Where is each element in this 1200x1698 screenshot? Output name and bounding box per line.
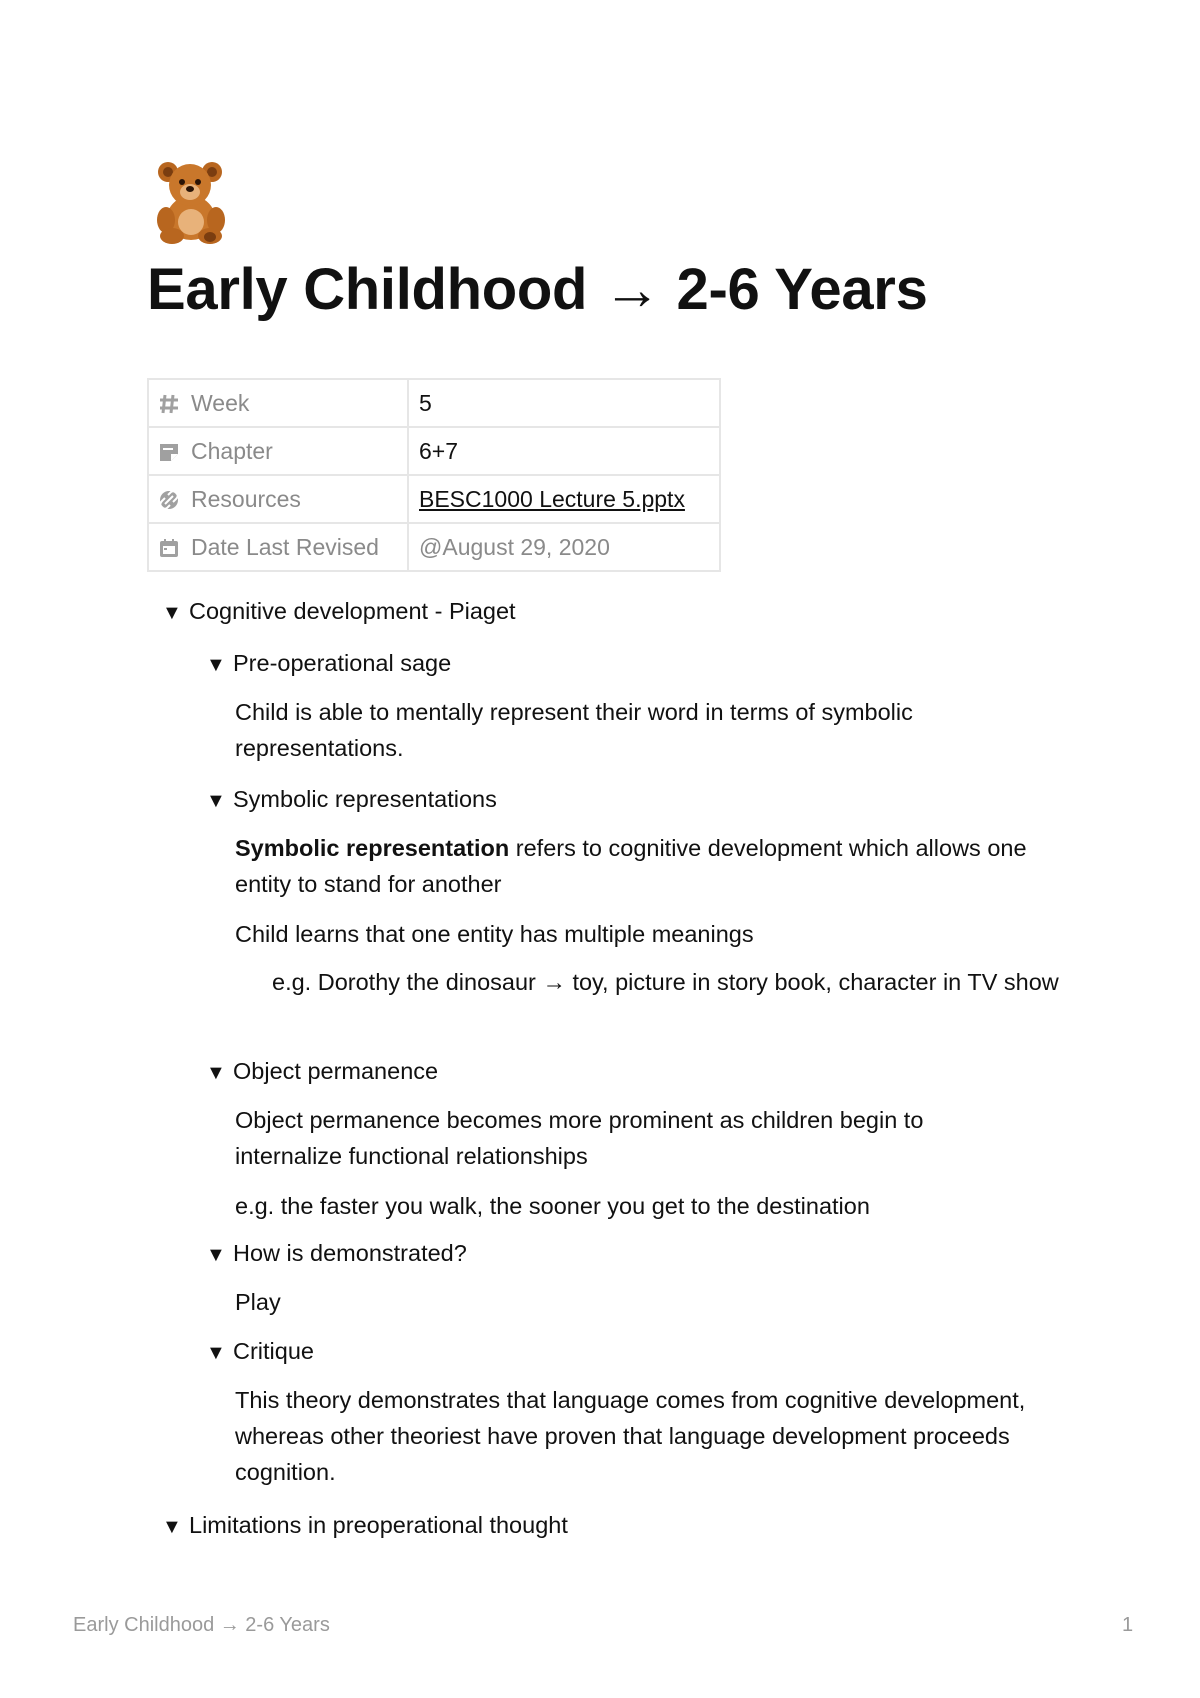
paragraph: This theory demonstrates that language comes from cognitive development, whereas other theoriest have proven that language development proceeds cognition. [235,1387,1026,1485]
calendar-icon [159,538,181,558]
property-value-chapter[interactable]: 6+7 [408,427,720,475]
page-title: Early Childhood → 2-6 Years [147,257,928,322]
paragraph: Child is able to mentally represent their word in terms of symbolic representations. [235,699,913,761]
property-key-cell [148,379,408,427]
property-key-cell [148,475,408,523]
triangle-down-icon[interactable]: ▼ [206,1244,226,1266]
property-key-cell [148,427,408,475]
toggle-symbolic-representations[interactable] [206,786,497,813]
property-row-chapter [148,427,720,475]
resource-file-link[interactable]: BESC1000 Lecture 5.pptx [419,485,685,512]
triangle-down-icon[interactable]: ▼ [206,654,226,676]
toggle-label: Object permanence [233,1058,439,1084]
toggle-how-demonstrated[interactable] [206,1240,467,1267]
property-label: Chapter [191,437,273,464]
toggle-label: Limitations in preoperational thought [189,1512,568,1538]
link-icon [159,490,181,510]
toggle-label: Pre-operational sage [233,650,452,676]
triangle-down-icon[interactable]: ▼ [162,1516,182,1538]
bold-term: Symbolic representation [235,835,510,861]
property-label: Week [191,389,250,416]
paragraph: Play [235,1289,281,1315]
footer-title: Early Childhood → 2-6 Years [73,1614,330,1636]
toggle-limitations[interactable] [162,1512,568,1539]
triangle-down-icon[interactable]: ▼ [206,790,226,812]
paragraph-text: refers to cognitive development which allows one entity to stand for another [235,835,1027,897]
teddy-bear-icon [154,160,228,244]
property-value-date[interactable]: @August 29, 2020 [408,523,720,571]
property-key-cell [148,523,408,571]
page-number: 1 [1122,1614,1134,1636]
property-value-resources [408,475,720,523]
property-row-date [148,523,720,571]
toggle-object-permanence[interactable] [206,1058,438,1085]
hash-icon [159,394,181,414]
properties-table [147,378,721,572]
example-paragraph: e.g. Dorothy the dinosaur → toy, picture in story book, character in TV show [272,969,1059,995]
triangle-down-icon[interactable]: ▼ [206,1062,226,1084]
paragraph: Object permanence becomes more prominent as children begin to internalize functional relationships [235,1107,924,1169]
triangle-down-icon[interactable]: ▼ [162,602,182,624]
toggle-preoperational-stage[interactable] [206,650,451,677]
property-label: Date Last Revised [191,533,379,560]
paragraph [235,830,1075,902]
property-row-week [148,379,720,427]
toggle-label: Cognitive development - Piaget [189,598,516,624]
toggle-label: How is demonstrated? [233,1240,467,1266]
toggle-label: Symbolic representations [233,786,497,812]
property-row-resources [148,475,720,523]
text-icon [159,442,181,462]
toggle-critique[interactable] [206,1338,314,1365]
toggle-label: Critique [233,1338,314,1364]
paragraph: Child learns that one entity has multiple meanings [235,921,754,947]
property-value-week[interactable]: 5 [408,379,720,427]
triangle-down-icon[interactable]: ▼ [206,1342,226,1364]
paragraph: e.g. the faster you walk, the sooner you get to the destination [235,1193,870,1219]
toggle-cognitive-development[interactable] [162,598,516,625]
property-label: Resources [191,485,301,512]
